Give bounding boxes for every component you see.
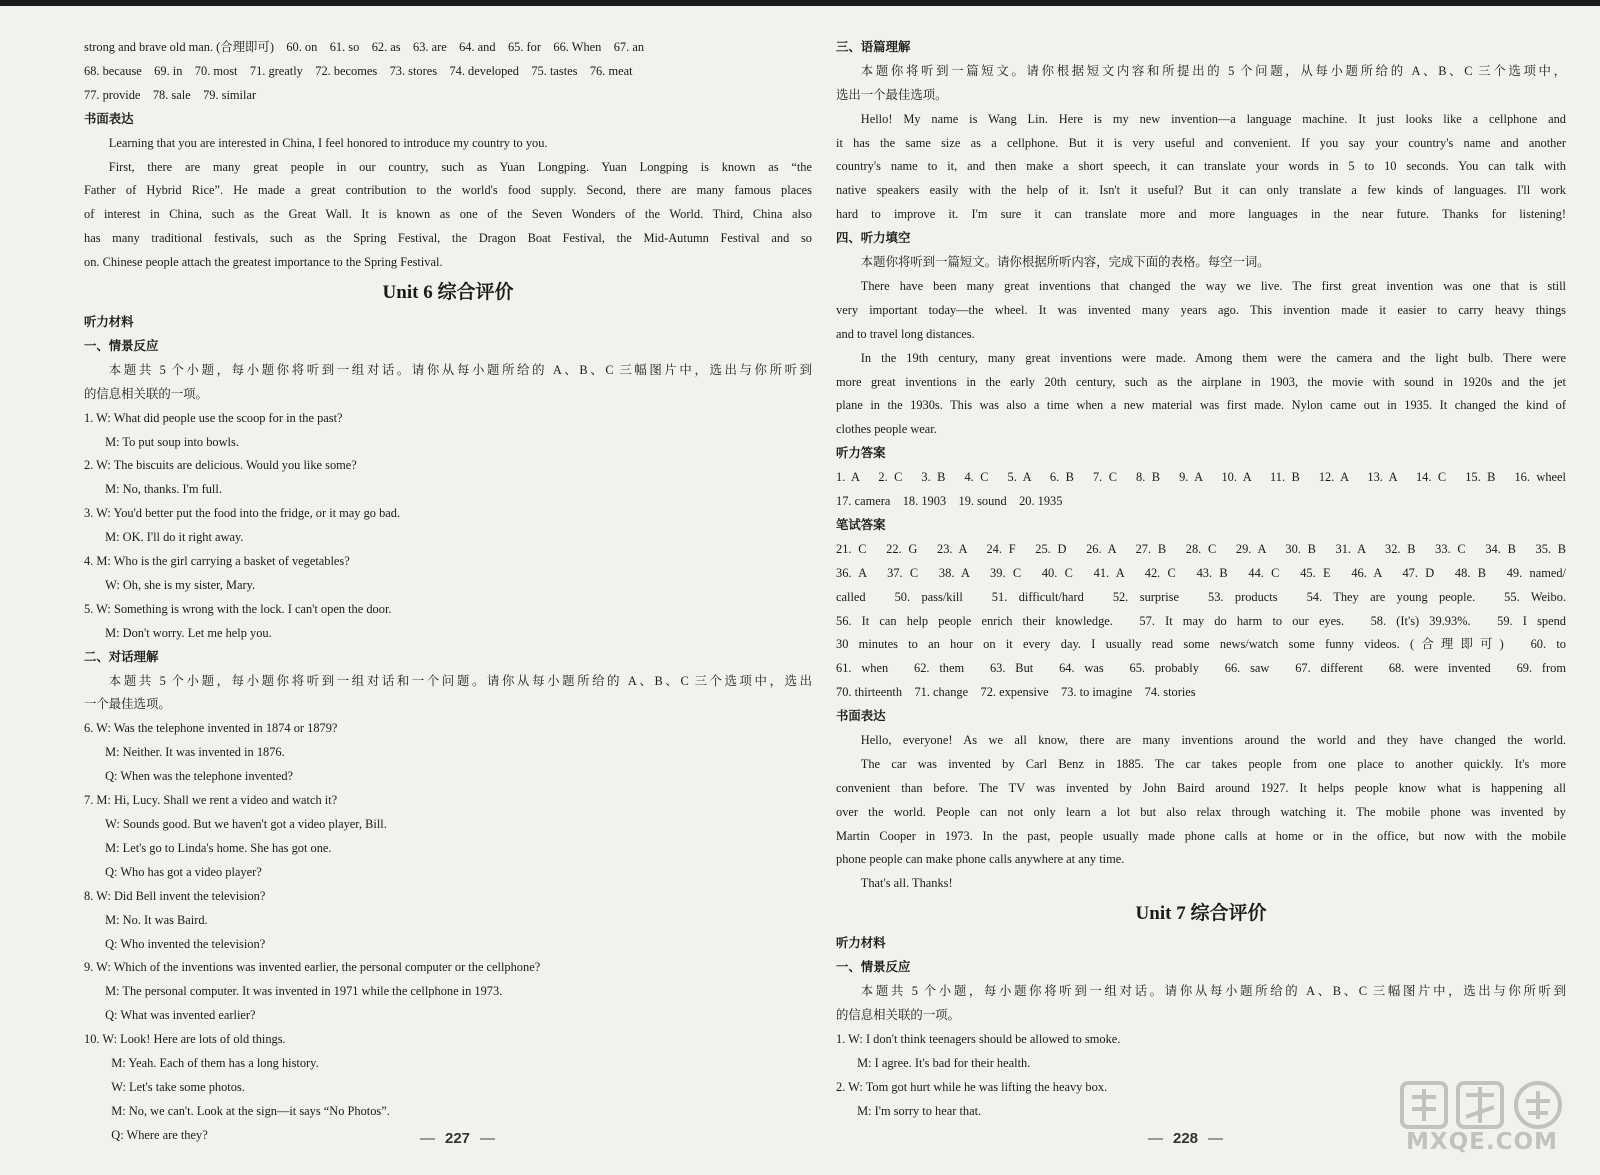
paragraph-line: First, there are many great people in our country, such as Yuan Longping. Yuan Longping is known as “the [108, 159, 812, 174]
dialogue-line: Q: Who invented the television? [105, 936, 266, 951]
instruction-line: 本题共 5 个小题，每小题你将听到一组对话。请你从每小题所给的 A、B、C 三幅图片中，选出与你所听到 [860, 984, 1566, 999]
watermark [1400, 1077, 1570, 1157]
paragraph-line: over the world. People can not only learn a lot but also relax through watching it. The mobile phone was invented by [836, 804, 1566, 819]
instruction-line: 的信息相关联的一项。 [84, 386, 208, 401]
section-heading: 听力答案 [836, 446, 886, 461]
paragraph-line: has many traditional festivals, such as the Spring Festival, the Dragon Boat Festival, the Mid-Autumn Festival and so [84, 231, 812, 246]
paragraph-line: In the 19th century, many great inventions were made. Among them were the camera and the light bulb. There were [860, 350, 1566, 365]
dialogue-line: 1. W: I don't think teenagers should be allowed to smoke. [836, 1031, 1121, 1046]
paragraph-line: Hello, everyone! As we all know, there are many inventions around the world and they have changed the world. [860, 733, 1566, 747]
section-heading: 四、听力填空 [836, 231, 911, 246]
paragraph-line: and to travel long distances. [836, 326, 975, 341]
answer-line: 56. It can help people enrich their knowledge. 57. It may do harm to our eyes. 58. (It's) 39.93%. 59. I spend [836, 613, 1566, 628]
dialogue-line: 7. M: Hi, Lucy. Shall we rent a video and watch it? [84, 793, 338, 808]
dialogue-line: 8. W: Did Bell invent the television? [84, 888, 266, 903]
instruction-line: 本题共 5 个小题，每小题你将听到一组对话。请你从每小题所给的 A、B、C 三幅图片中，选出与你所听到 [108, 362, 812, 377]
answer-line: 21. C 22. G 23. A 24. F 25. D 26. A 27. B 28. C 29. A 30. B 31. A 32. B 33. C 34. B 35. B [836, 541, 1566, 556]
paragraph-line: clothes people wear. [836, 422, 937, 437]
left-page [84, 36, 812, 1148]
page-number-left: — 227 — [420, 1130, 496, 1147]
section-heading: 三、语篇理解 [836, 40, 911, 54]
page-number-text: 227 [445, 1130, 471, 1147]
answer-line: strong and brave old man. (合理即可) 60. on 61. so 62. as 63. are 64. and 65. for 66. When 67. an [84, 40, 645, 54]
paragraph-line: it has the same size as a cellphone. But it is very useful and convenient. If you say your country's name and another [836, 135, 1566, 150]
dialogue-line: 1. W: What did people use the scoop for in the past? [84, 410, 343, 425]
unit-title: Unit 7 综合评价 [1135, 903, 1267, 925]
dialogue-line: M: Don't worry. Let me help you. [105, 625, 272, 640]
answer-line: 70. thirteenth 71. change 72. expensive 73. to imagine 74. stories [836, 685, 1196, 700]
dialogue-line: 5. W: Something is wrong with the lock. I can't open the door. [84, 601, 392, 616]
dialogue-line: M: Neither. It was invented in 1876. [105, 745, 285, 760]
dialogue-line: M: Let's go to Linda's home. She has got one. [105, 840, 332, 855]
section-heading: 书面表达 [836, 709, 886, 724]
dialogue-line: M: No, thanks. I'm full. [105, 482, 222, 497]
dialogue-line: 3. W: You'd better put the food into the fridge, or it may go bad. [84, 506, 401, 521]
section-heading: 听力材料 [84, 315, 134, 329]
watermark-url: MXQE.COM [1406, 1129, 1558, 1155]
paragraph-line: hard to improve it. I'm sure it can translate more and more languages in the near future. Thanks for listening! [836, 207, 1566, 222]
dialogue-line: Q: Where are they? [111, 1127, 208, 1142]
paragraph-line: That's all. Thanks! [860, 876, 953, 891]
instruction-line: 本题你将听到一篇短文。请你根据短文内容和所提出的 5 个问题，从每小题所给的 A、B、C 三个选项中， [860, 63, 1566, 78]
dialogue-line: 2. W: The biscuits are delicious. Would you like some? [84, 458, 357, 473]
dialogue-line: W: Oh, she is my sister, Mary. [105, 577, 256, 592]
section-heading: 一、情景反应 [84, 338, 159, 353]
dialogue-line: W: Sounds good. But we haven't got a video player, Bill. [105, 817, 387, 831]
paragraph-line: The car was invented by Carl Benz in 1885. The car takes people from one place to another quickly. It's more [860, 756, 1566, 771]
scan-top-edge [0, 0, 1600, 6]
dialogue-line: M: No, we can't. Look at the sign—it says “No Photos”. [111, 1103, 390, 1118]
answer-line: 68. because 69. in 70. most 71. greatly 72. becomes 73. stores 74. developed 75. tastes 76. meat [84, 63, 633, 78]
answer-line: called 50. pass/kill 51. difficult/hard 52. surprise 53. products 54. They are young people. 55. Weibo. [836, 589, 1566, 604]
instruction-line: 一个最佳选项。 [84, 697, 171, 712]
dialogue-line: M: OK. I'll do it right away. [105, 530, 244, 545]
dialogue-line: 10. W: Look! Here are lots of old things. [84, 1032, 286, 1047]
paragraph-line: native speakers easily with the help of it. Isn't it useful? But it can only translate a few kinds of languages. I'll work [836, 183, 1566, 198]
dialogue-line: Q: When was the telephone invented? [105, 769, 294, 784]
section-heading: 笔试答案 [836, 517, 886, 532]
instruction-line: 本题共 5 个小题，每小题你将听到一组对话和一个问题。请你从每小题所给的 A、B、C 三个选项中，选出 [108, 673, 812, 688]
paragraph-line: country's name to it, and then make a short speech, it can translate your words in 5 to 10 seconds. You can talk with [836, 159, 1566, 174]
dialogue-line: W: Let's take some photos. [111, 1079, 245, 1094]
dialogue-line: M: The personal computer. It was invented in 1971 while the cellphone in 1973. [105, 984, 503, 999]
paragraph-line: Martin Cooper in 1973. In the past, people usually made phone calls at home or in the office, but now with the mobile [836, 828, 1566, 843]
paragraph-line: Learning that you are interested in China, I feel honored to introduce my country to you. [108, 135, 548, 150]
instruction-line: 本题你将听到一篇短文。请你根据所听内容，完成下面的表格。每空一词。 [860, 255, 1270, 270]
paragraph-line: Father of Hybrid Rice”. He made a great contribution to the world's food supply. Second, there are many famous places [84, 183, 812, 198]
dialogue-line: M: Yeah. Each of them has a long history. [111, 1056, 319, 1071]
paragraph-line: of interest in China, such as the Great Wall. It is known as one of the Seven Wonders of the World. Third, China also [84, 207, 812, 222]
section-heading: 听力材料 [836, 936, 886, 951]
paragraph-line: phone people can make phone calls anywhere at any time. [836, 852, 1125, 867]
right-page [836, 36, 1566, 1124]
dialogue-line: 9. W: Which of the inventions was invented earlier, the personal computer or the cellphone? [84, 960, 541, 975]
dialogue-line: 6. W: Was the telephone invented in 1874 or 1879? [84, 721, 338, 736]
page-number-text: 228 [1173, 1130, 1199, 1147]
page-number-right: — 228 — [1148, 1130, 1224, 1147]
paragraph-line: Hello! My name is Wang Lin. Here is my new invention—a language machine. It just looks like a cellphone and [860, 111, 1566, 126]
watermark-logo [1400, 1077, 1570, 1132]
dialogue-line: Q: What was invented earlier? [105, 1008, 256, 1023]
paragraph-line: very important today—the wheel. It was invented many years ago. This invention made it easier to carry heavy things [836, 302, 1566, 317]
dialogue-line: Q: Who has got a video player? [105, 864, 262, 879]
answer-line: 61. when 62. them 63. But 64. was 65. probably 66. saw 67. different 68. were invented 69. from [836, 661, 1566, 676]
answer-line: 30 minutes to an hour on it every day. I usually read some news/watch some funny videos. (合理即可) 60. to [836, 637, 1566, 652]
dialogue-line: 4. M: Who is the girl carrying a basket of vegetables? [84, 554, 350, 569]
paragraph-line: more great inventions in the early 20th century, such as the airplane in 1903, the movie with sound in 1920s and the jet [836, 374, 1566, 389]
answer-line: 1. A 2. C 3. B 4. C 5. A 6. B 7. C 8. B 9. A 10. A 11. B 12. A 13. A 14. C 15. B 16. wheel [836, 470, 1566, 485]
answer-line: 36. A 37. C 38. A 39. C 40. C 41. A 42. C 43. B 44. C 45. E 46. A 47. D 48. B 49. named/ [836, 565, 1566, 580]
paragraph-line: plane in the 1930s. This was also a time when a new material was first made. Nylon came out in 1935. It changed the kind of [836, 398, 1566, 413]
section-heading: 二、对话理解 [84, 649, 159, 664]
section-heading: 一、情景反应 [836, 960, 911, 975]
dialogue-line: M: I agree. It's bad for their health. [857, 1055, 1031, 1070]
paragraph-line: on. Chinese people attach the greatest importance to the Spring Festival. [84, 255, 443, 270]
dialogue-line: M: I'm sorry to hear that. [857, 1103, 982, 1118]
instruction-line: 选出一个最佳选项。 [836, 87, 948, 102]
dialogue-line: 2. W: Tom got hurt while he was lifting the heavy box. [836, 1079, 1108, 1094]
answer-line: 17. camera 18. 1903 19. sound 20. 1935 [836, 494, 1063, 509]
paragraph-line: convenient than before. The TV was invented by John Baird around 1927. It helps people know what is happening all [836, 780, 1566, 795]
paragraph-line: There have been many great inventions that changed the way we live. The first great invention was one that is still [860, 278, 1566, 293]
unit-title: Unit 6 综合评价 [382, 282, 514, 303]
dialogue-line: M: No. It was Baird. [105, 912, 208, 927]
dialogue-line: M: To put soup into bowls. [105, 434, 239, 449]
section-heading: 书面表达 [84, 111, 134, 126]
instruction-line: 的信息相关联的一项。 [836, 1007, 960, 1022]
answer-line: 77. provide 78. sale 79. similar [84, 87, 257, 102]
